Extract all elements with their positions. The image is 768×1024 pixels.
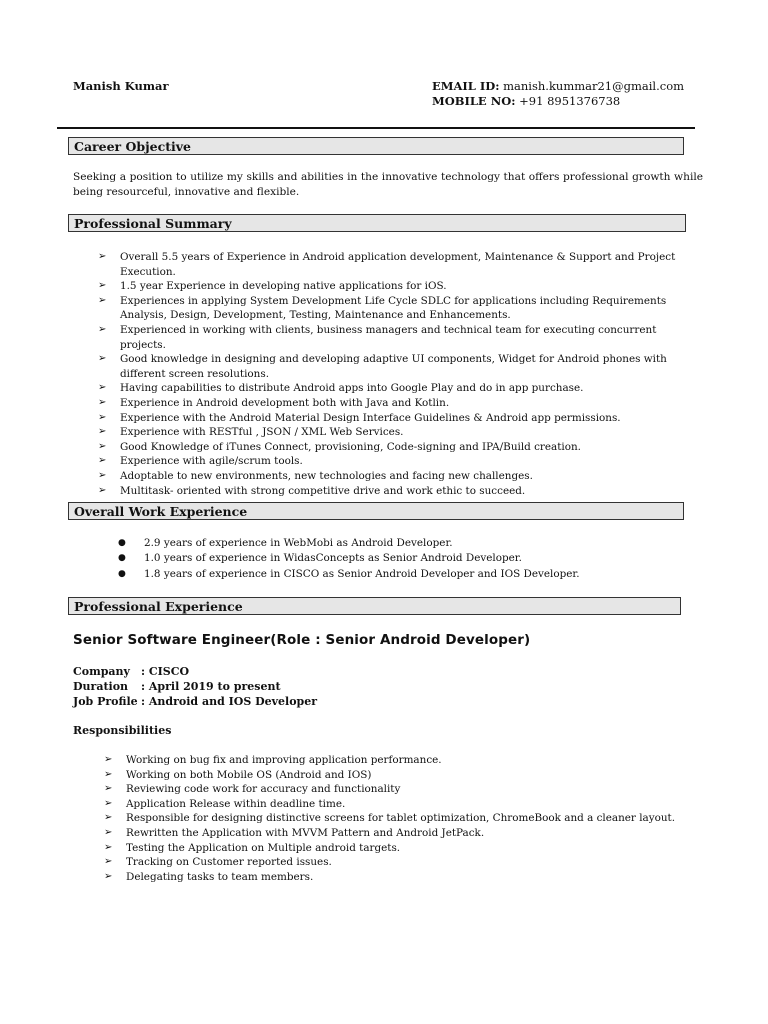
summary-item: ➢ Good Knowledge of iTunes Connect, provisioning, Code-signing and IPA/Build creation. (98, 440, 698, 455)
responsibilities-heading: Responsibilities (73, 724, 172, 737)
summary-item: ➢ Experience with RESTful , JSON / XML Web Services. (98, 425, 698, 440)
mobile-value: +91 8951376738 (519, 94, 621, 108)
duration-label: Duration (73, 679, 129, 693)
company-label: Company (73, 665, 130, 678)
work-experience-item: ● 1.0 years of experience in WidasConcepts as Senior Android Developer. (118, 551, 698, 566)
work-experience-item: ● 1.8 years of experience in CISCO as Senior Android Developer and IOS Developer. (118, 567, 698, 582)
responsibility-item: ➢ Responsible for designing distinctive screens for tablet optimization, ChromeBook and a cleaner layout. (104, 811, 704, 826)
job-details (73, 665, 317, 709)
summary-item: ➢ Having capabilities to distribute Android apps into Google Play and do in app purchase. (98, 381, 698, 396)
summary-item: ➢ Experiences in applying System Development Life Cycle SDLC for applications including Requirements Analysis, Design, Development, Testing, Maintenance and Enhancements. (98, 294, 698, 323)
summary-item: ➢ Experience with the Android Material Design Interface Guidelines & Android app permissions. (98, 411, 698, 426)
summary-item: ➢ Experience with agile/scrum tools. (98, 454, 698, 469)
work-experience-heading: Overall Work Experience (68, 502, 684, 520)
responsibility-item: ➢ Working on both Mobile OS (Android and IOS) (104, 768, 704, 783)
responsibility-item: ➢ Reviewing code work for accuracy and functionality (104, 782, 704, 797)
job-role-title: Senior Software Engineer(Role : Senior Android Developer) (73, 632, 531, 648)
professional-summary-list (98, 250, 698, 498)
responsibility-item: ➢ Testing the Application on Multiple android targets. (104, 841, 704, 856)
responsibility-item: ➢ Application Release within deadline time. (104, 797, 704, 812)
header-divider (57, 127, 695, 129)
duration-value: : April 2019 to present (141, 679, 281, 693)
summary-item: ➢ Experienced in working with clients, business managers and technical team for executing concurrent projects. (98, 323, 698, 352)
company-row (73, 665, 317, 680)
responsibility-item: ➢ Rewritten the Application with MVVM Pattern and Android JetPack. (104, 826, 704, 841)
summary-item: ➢ Multitask- oriented with strong competitive drive and work ethic to succeed. (98, 484, 698, 499)
professional-summary-heading: Professional Summary (68, 214, 686, 232)
responsibilities-list (104, 753, 704, 884)
email-line (432, 79, 684, 94)
career-objective-heading: Career Objective (68, 137, 684, 155)
career-objective-text: Seeking a position to utilize my skills and abilities in the innovative technology that offers professional growth while being resourceful, innovative and flexible. (73, 171, 703, 198)
mobile-line (432, 94, 684, 109)
summary-item: ➢ 1.5 year Experience in developing native applications for iOS. (98, 279, 698, 294)
company-value: : CISCO (141, 665, 190, 678)
summary-item: ➢ Overall 5.5 years of Experience in Android application development, Maintenance & Support and Project Execution. (98, 250, 698, 279)
professional-experience-heading: Professional Experience (68, 597, 681, 615)
profile-value: : Android and IOS Developer (141, 694, 318, 708)
email-value: manish.kummar21@gmail.com (503, 79, 685, 93)
candidate-name: Manish Kumar (73, 79, 169, 93)
responsibility-item: ➢ Tracking on Customer reported issues. (104, 855, 704, 870)
profile-row (73, 695, 317, 710)
summary-item: ➢ Experience in Android development both with Java and Kotlin. (98, 396, 698, 411)
duration-row (73, 680, 317, 695)
work-experience-list (118, 536, 698, 582)
email-label: EMAIL ID: (432, 79, 500, 93)
mobile-label: MOBILE NO: (432, 94, 516, 108)
summary-item: ➢ Adoptable to new environments, new technologies and facing new challenges. (98, 469, 698, 484)
contact-block (432, 79, 684, 109)
work-experience-item: ● 2.9 years of experience in WebMobi as Android Developer. (118, 536, 698, 551)
responsibility-item: ➢ Working on bug fix and improving application performance. (104, 753, 704, 768)
summary-item: ➢ Good knowledge in designing and developing adaptive UI components, Widget for Android phones with different screen resolutions. (98, 352, 698, 381)
responsibility-item: ➢ Delegating tasks to team members. (104, 870, 704, 885)
profile-label: Job Profile (73, 694, 138, 708)
